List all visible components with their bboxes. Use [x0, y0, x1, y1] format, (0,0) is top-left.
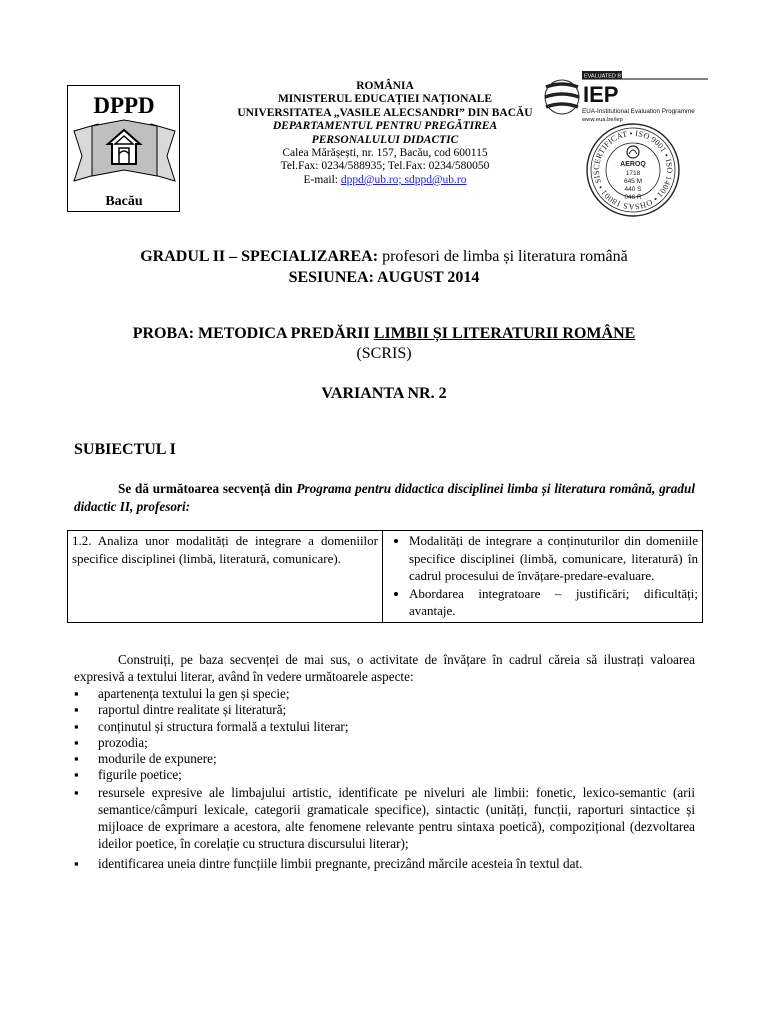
variant-title: VARIANTA NR. 2: [321, 385, 447, 402]
seal-number-2: 645 M: [623, 178, 643, 185]
seal-number-3: 440 S: [624, 186, 642, 193]
header-phone: Tel.Fax: 0234/588935; Tel.Fax: 0234/580050: [280, 160, 490, 173]
list-item: ▪ conținutul și structura formală a textului literar;: [74, 719, 695, 735]
email-links[interactable]: dppd@ub.ro; sdppd@ub.ro: [340, 173, 467, 186]
table-row: [68, 531, 703, 623]
table-content-item: • Abordarea integratoare – justificări; dificultăți; avantaje.: [409, 585, 698, 620]
header-university: UNIVERSITATEA „VASILE ALECSANDRI” DIN BACĂU: [237, 106, 533, 119]
task-text: Construiți, pe baza secvenței de mai sus, o activitate de învățare în cadrul căreia să ilustrați valoarea expresivă a textului literar, având în vedere următoarele aspecte:: [74, 652, 695, 685]
list-item: ▪ raportul dintre realitate și literatură;: [74, 702, 695, 718]
exam-title-specialization: profesori de limba și literatura română: [378, 248, 628, 265]
subject-heading: SUBIECTUL I: [74, 441, 176, 458]
program-table: [67, 530, 703, 623]
table-content-item: • Modalități de integrare a conținuturilor din domeniile specifice disciplinei (limbă, comunicare, literatură) în cadrul procesului de învățare-predare-evaluare.: [409, 532, 698, 585]
seal-number-4: 046 R: [624, 194, 642, 201]
certificate-seal: [566, 122, 700, 218]
exam-title-bold: GRADUL II – SPECIALIZAREA:: [140, 248, 379, 265]
header-department: DEPARTAMENTUL PENTRU PREGĂTIREA: [272, 120, 498, 133]
seal-ring-text: CERTIFICAT • ISO 9001 • ISO 14001 • OHSAS 18001 • SIS: [591, 128, 675, 212]
header-email-line: [190, 174, 580, 187]
intro-program: Programa pentru didactica disciplinei limba și literatura română, gradul didactic II, profesori:: [74, 481, 695, 514]
exam-title: [40, 247, 728, 267]
table-cell-competence: 1.2. Analiza unor modalități de integrare a domeniilor specifice disciplinei (limbă, literatură, comunicare).: [68, 531, 383, 623]
list-item: ▪ resursele expresive ale limbajului artistic, identificate pe niveluri ale limbii: fonetic, lexico-semantic (arii semantice/câmpuri lexicale, categorii gramaticale specifice), sintactic (unități, funcții, raporturi sintactice și mijloace de exprimare a acestora, alte fenomene relevante pentru sintaxa poetică), compozițional (dezvoltarea ideilor poetice, în corelație cu structura discursului literar);: [74, 784, 695, 853]
header-ministry: MINISTERUL EDUCAȚIEI NAȚIONALE: [277, 93, 493, 106]
proba-format: (SCRIS): [356, 345, 412, 362]
iep-badge: [542, 69, 710, 125]
iep-url: www.eua.be/iep: [582, 117, 623, 123]
header-country: ROMÂNIA: [356, 80, 414, 92]
iep-evaluated-by: EVALUATED BY: [584, 73, 625, 80]
session-title: SESIUNEA: AUGUST 2014: [288, 269, 480, 286]
logo-title: DPPD: [93, 93, 155, 118]
logo-city: Bacău: [105, 194, 143, 209]
institution-header: [190, 80, 580, 187]
list-item: ▪ figurile poetice;: [74, 767, 695, 783]
intro-paragraph: [74, 480, 695, 516]
task-paragraph: [74, 651, 695, 685]
list-item: ▪ prozodia;: [74, 735, 695, 751]
table-cell-contents: [383, 531, 703, 623]
list-item: ▪ apartenența textului la gen și specie;: [74, 686, 695, 702]
intro-lead: Se dă următoarea secvență din: [118, 481, 297, 496]
proba-subject: LIMBII ȘI LITERATURII ROMÂNE: [373, 325, 636, 342]
globe-icon: [545, 80, 579, 114]
proba-title: [40, 324, 728, 344]
header-address: Calea Mărășești, nr. 157, Bacău, cod 600115: [282, 147, 488, 160]
list-item: ▪ identificarea uneia dintre funcțiile limbii pregnante, precizând mărcile acesteia în textul dat.: [74, 856, 695, 872]
seal-brand: AEROQ: [620, 161, 646, 168]
proba-label: PROBA: METODICA PREDĂRII: [132, 325, 374, 342]
aspects-list: [74, 686, 695, 872]
aeroq-logo-icon: [627, 146, 639, 158]
email-label: E-mail:: [303, 173, 341, 186]
dppd-logo: [67, 85, 180, 212]
list-item: ▪ modurile de expunere;: [74, 751, 695, 767]
iep-name: IEP: [583, 82, 619, 107]
iep-program: EUA-Institutional Evaluation Programme: [582, 108, 695, 115]
header-department-2: PERSONALULUI DIDACTIC: [311, 133, 459, 146]
seal-number-1: 1718: [625, 170, 641, 177]
